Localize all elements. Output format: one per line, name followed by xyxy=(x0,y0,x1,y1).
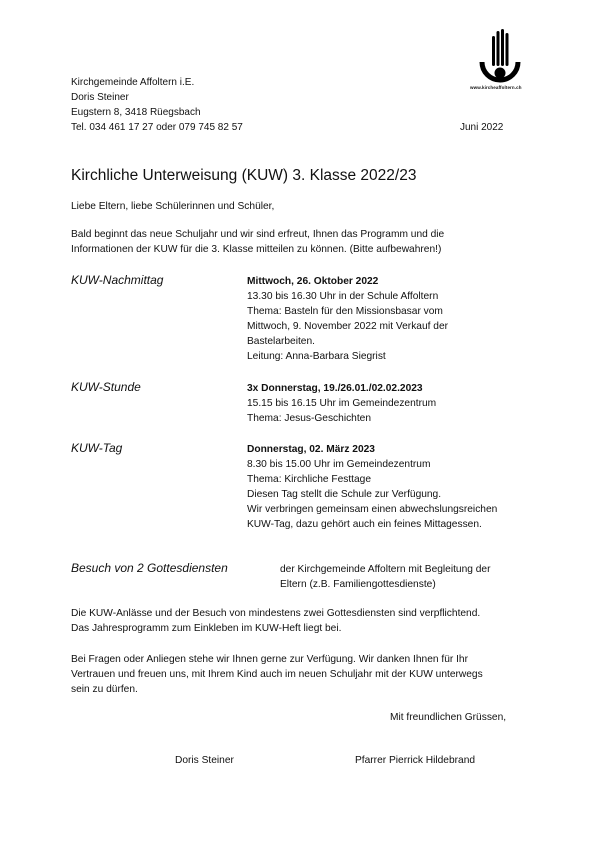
event-line: 8.30 bis 15.00 Uhr im Gemeindezentrum xyxy=(247,459,431,470)
event-details-stunde xyxy=(247,381,436,426)
church-logo xyxy=(470,28,530,92)
intro-line: Bald beginnt das neue Schuljahr und wir sind erfreut, Ihnen das Programm und die xyxy=(71,229,445,240)
logo-url: www.kircheaffoltern.ch xyxy=(470,85,522,90)
event-line: KUW-Tag, dazu gehört auch ein feines Mittagessen. xyxy=(247,519,482,530)
closing-paragraph xyxy=(71,652,483,697)
signature-left: Doris Steiner xyxy=(175,755,234,766)
sender-line: Kirchgemeinde Affoltern i.E. xyxy=(71,77,195,88)
services-line: der Kirchgemeinde Affoltern mit Begleitung der xyxy=(280,564,491,575)
event-line: Bastelarbeiten. xyxy=(247,336,315,347)
church-logo-icon xyxy=(470,28,530,84)
services-label: Besuch von 2 Gottesdiensten xyxy=(71,561,228,575)
event-line: 15.15 bis 16.15 Uhr im Gemeindezentrum xyxy=(247,398,437,409)
obligation-line: Die KUW-Anlässe und der Besuch von mindestens zwei Gottesdiensten sind verpflichtend. xyxy=(71,608,481,619)
event-heading: Donnerstag, 02. März 2023 xyxy=(247,444,375,455)
event-label-nachmittag: KUW-Nachmittag xyxy=(71,273,164,287)
event-line: Thema: Basteln für den Missionsbasar vom xyxy=(247,306,443,317)
page-title: Kirchliche Unterweisung (KUW) 3. Klasse 2022/23 xyxy=(71,167,417,184)
sender-address xyxy=(71,75,243,135)
intro-line: Informationen der KUW für die 3. Klasse mitteilen zu können. (Bitte aufbewahren!) xyxy=(71,244,442,255)
obligation-paragraph xyxy=(71,606,480,636)
event-line: Wir verbringen gemeinsam einen abwechslungsreichen xyxy=(247,504,498,515)
signature-right: Pfarrer Pierrick Hildebrand xyxy=(355,755,476,766)
event-heading: Mittwoch, 26. Oktober 2022 xyxy=(247,276,379,287)
event-line: Leitung: Anna-Barbara Siegrist xyxy=(247,351,386,362)
event-line: Thema: Jesus-Geschichten xyxy=(247,413,372,424)
event-label-stunde: KUW-Stunde xyxy=(71,380,141,394)
event-details-tag xyxy=(247,442,497,532)
sender-line: Eugstern 8, 3418 Rüegsbach xyxy=(71,107,201,118)
sender-line: Doris Steiner xyxy=(71,92,129,103)
closing-line: sein zu dürfen. xyxy=(71,684,138,695)
closing-line: Vertrauen und freuen uns, mit Ihrem Kind auch im neuen Schuljahr mit der KUW unterwegs xyxy=(71,669,483,680)
salutation: Liebe Eltern, liebe Schülerinnen und Schüler, xyxy=(71,201,275,212)
intro-paragraph xyxy=(71,227,444,257)
services-line: Eltern (z.B. Familiengottesdienste) xyxy=(280,579,436,590)
event-line: Thema: Kirchliche Festtage xyxy=(247,474,372,485)
letter-date: Juni 2022 xyxy=(460,122,504,133)
event-line: Diesen Tag stellt die Schule zur Verfügung. xyxy=(247,489,442,500)
event-details-nachmittag xyxy=(247,274,448,364)
closing-line: Bei Fragen oder Anliegen stehe wir Ihnen gerne zur Verfügung. Wir danken Ihnen für Ihr xyxy=(71,654,468,665)
closing-greeting: Mit freundlichen Grüssen, xyxy=(390,712,507,723)
obligation-line: Das Jahresprogramm zum Einkleben im KUW-Heft liegt bei. xyxy=(71,623,342,634)
event-heading: 3x Donnerstag, 19./26.01./02.02.2023 xyxy=(247,383,423,394)
event-label-tag: KUW-Tag xyxy=(71,441,123,455)
event-line: Mittwoch, 9. November 2022 mit Verkauf der xyxy=(247,321,449,332)
sender-line: Tel. 034 461 17 27 oder 079 745 82 57 xyxy=(71,122,243,133)
event-line: 13.30 bis 16.30 Uhr in der Schule Affoltern xyxy=(247,291,439,302)
services-details xyxy=(280,562,490,592)
